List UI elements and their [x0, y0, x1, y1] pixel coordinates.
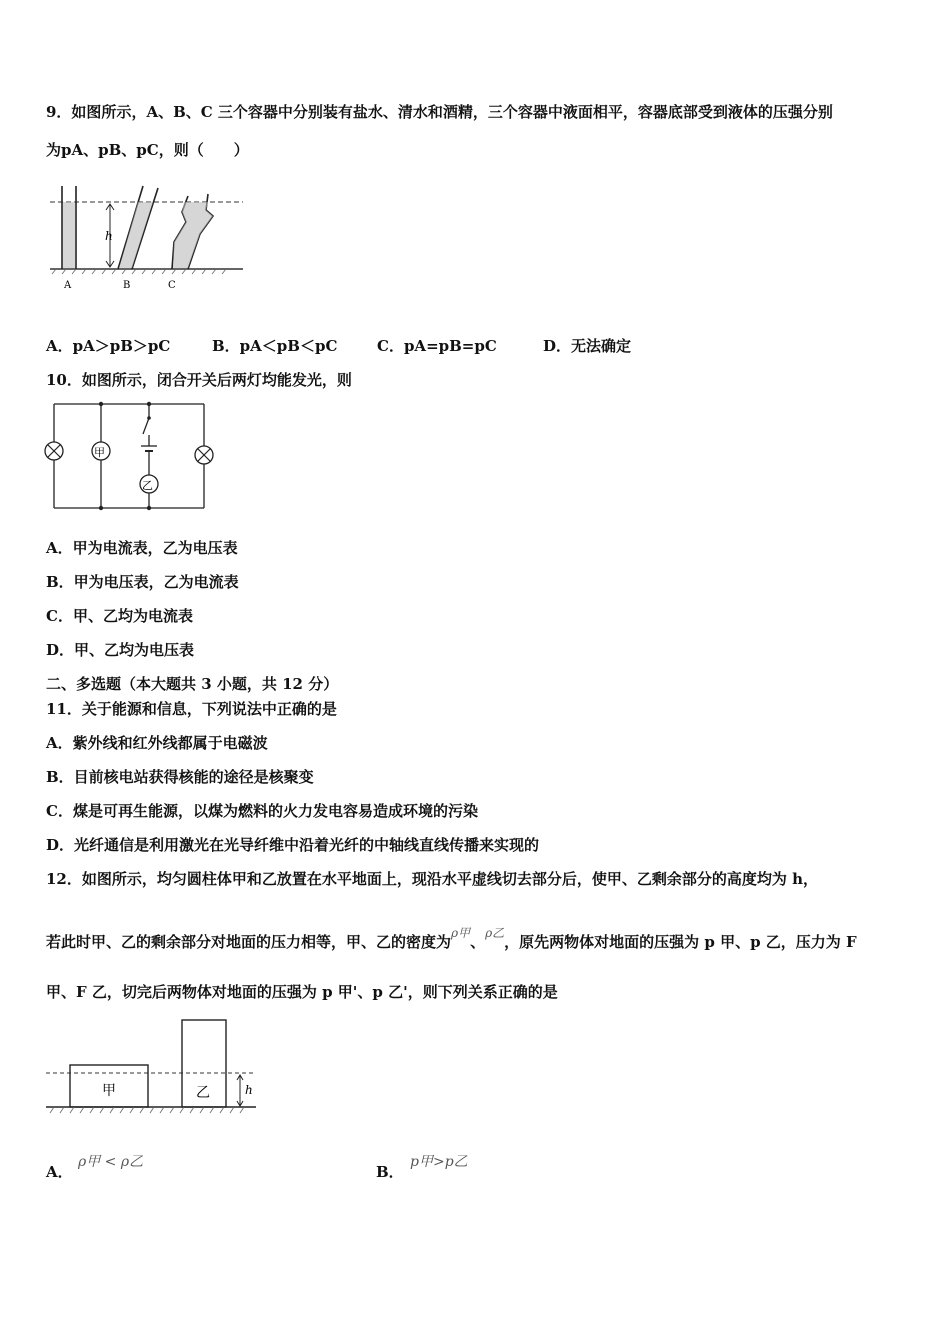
- q12-h-label: h: [245, 1083, 253, 1097]
- q12-option-a-formula: ρ甲 < ρ乙: [78, 1154, 144, 1170]
- q9-option-d[interactable]: D．无法确定: [543, 337, 632, 355]
- q10-meter-yi: 乙: [142, 479, 153, 492]
- q9-label-a: A: [64, 280, 72, 291]
- q11-option-b[interactable]: B．目前核电站获得核能的途径是核聚变: [46, 768, 314, 786]
- q12-option-a-label: A．: [46, 1163, 73, 1181]
- q9-option-a[interactable]: A．pA＞pB＞pC: [46, 337, 171, 355]
- q12-rho-yi: ρ乙: [485, 926, 505, 940]
- q12-option-b-label: B．: [376, 1163, 404, 1181]
- q9-option-b[interactable]: B．pA＜pB＜pC: [212, 337, 338, 355]
- q9-stem-line2: 为pA、pB、pC，则（ ）: [46, 141, 249, 159]
- q10-option-a[interactable]: A．甲为电流表，乙为电压表: [46, 539, 238, 557]
- q10-option-d[interactable]: D．甲、乙均为电压表: [46, 641, 195, 659]
- q12-stem-line2a: 若此时甲、乙的剩余部分对地面的压力相等，甲、乙的密度为: [46, 933, 452, 951]
- q10-meter-jia: 甲: [94, 446, 105, 459]
- q11-stem: 11．关于能源和信息，下列说法中正确的是: [46, 700, 337, 718]
- q12-option-a[interactable]: [46, 1162, 73, 1182]
- q12-rho-jia: ρ甲: [451, 926, 471, 940]
- q9-label-c: C: [168, 280, 176, 291]
- q12-stem-line2: [46, 926, 857, 953]
- q10-circuit-figure: [44, 398, 216, 514]
- q10-option-b[interactable]: B．甲为电压表，乙为电流表: [46, 573, 239, 591]
- q12-stem-line3: 甲、F 乙，切完后两物体对地面的压强为 p 甲'、p 乙'，则下列关系正确的是: [46, 983, 558, 1001]
- q12-stem-line1: 12．如图所示，均匀圆柱体甲和乙放置在水平地面上，现沿水平虚线切去部分后，使甲、乙剩余部分的高度均为 h，: [46, 870, 819, 888]
- q9-h-label: h: [105, 229, 113, 243]
- q12-block-jia-label: 甲: [102, 1083, 116, 1099]
- q11-option-a[interactable]: A．紫外线和红外线都属于电磁波: [46, 734, 268, 752]
- q12-option-b-formula: p甲>p乙: [410, 1154, 468, 1170]
- q12-stem-line2b: ，原先两物体对地面的压强为 p 甲、p 乙，压力为 F: [504, 933, 857, 951]
- q10-option-c[interactable]: C．甲、乙均为电流表: [46, 607, 193, 625]
- q9-label-b: B: [123, 280, 131, 291]
- q11-option-d[interactable]: D．光纤通信是利用激光在光导纤维中沿着光纤的中轴线直线传播来实现的: [46, 836, 540, 854]
- q10-stem: 10．如图所示，闭合开关后两灯均能发光，则: [46, 371, 352, 389]
- q12-option-b[interactable]: [376, 1162, 404, 1182]
- q11-option-c[interactable]: C．煤是可再生能源，以煤为燃料的火力发电容易造成环境的污染: [46, 802, 478, 820]
- q9-option-c[interactable]: C．pA=pB=pC: [377, 337, 497, 355]
- section-heading-multi-choice: 二、多选题（本大题共 3 小题，共 12 分）: [46, 675, 339, 693]
- q9-stem-line1: 9．如图所示，A、B、C 三个容器中分别装有盐水、清水和酒精，三个容器中液面相平，容器底部受到液体的压强分别: [46, 103, 833, 121]
- q12-rho-separator: 、: [470, 933, 486, 951]
- q12-block-yi-label: 乙: [196, 1085, 210, 1101]
- q12-cylinders-figure: [44, 1018, 259, 1118]
- q9-containers-figure: [48, 182, 248, 294]
